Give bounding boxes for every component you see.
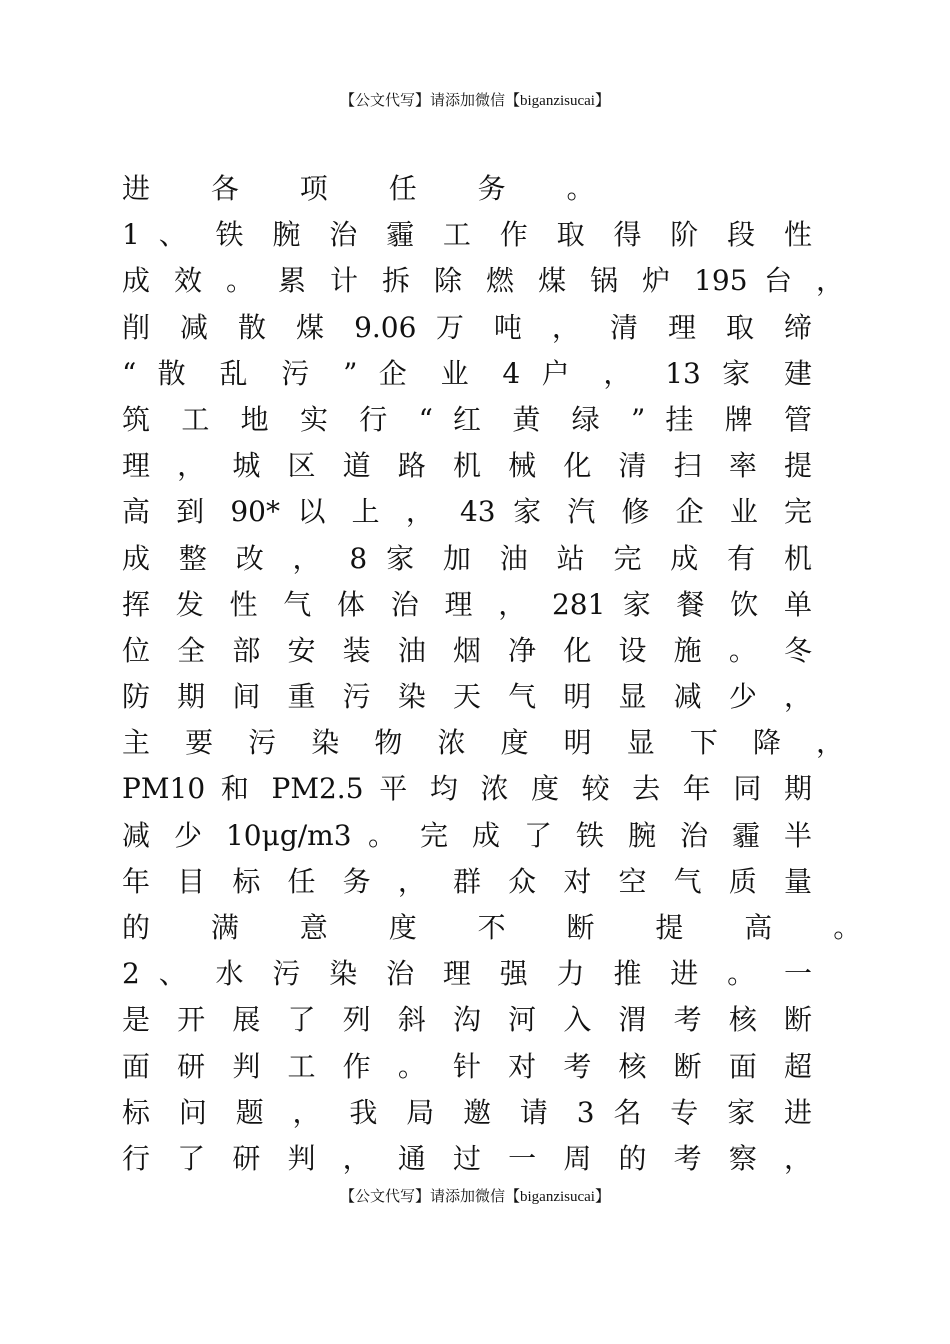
text-line: 主 要 污 染 物 浓 度 明 显 下 降 ， [122, 726, 844, 760]
text-line: 成 效 。 累 计 拆 除 燃 煤 锅 炉 195 台 ， [122, 264, 844, 298]
text-line: 年 目 标 任 务 ， 群 众 对 空 气 质 量 [122, 864, 812, 898]
text-line: 进 各 项 任 务 。 [122, 172, 621, 205]
page-header: 【公文代写】请添加微信【biganzisucai】 [340, 93, 610, 109]
text-line: 理 ， 城 区 道 路 机 械 化 清 扫 率 提 [122, 449, 812, 483]
text-line: 防 期 间 重 污 染 天 气 明 显 减 少 ， [122, 680, 812, 714]
document-body [122, 166, 888, 1182]
text-line: “ 散 乱 污 ” 企 业 4 户 ， 13 家 建 [122, 356, 812, 390]
text-line: 行 了 研 判 ， 通 过 一 周 的 考 察 ， [122, 1141, 812, 1175]
text-line: 标 问 题 ， 我 局 邀 请 3 名 专 家 进 [122, 1095, 812, 1129]
text-line: 高 到 90* 以 上 ， 43 家 汽 修 企 业 完 [122, 495, 812, 529]
text-line: 成 整 改 ， 8 家 加 油 站 完 成 有 机 [122, 541, 812, 575]
text-line: 面 研 判 工 作 。 针 对 考 核 断 面 超 [122, 1049, 812, 1083]
text-line: 1 、 铁 腕 治 霾 工 作 取 得 阶 段 性 [122, 218, 812, 252]
text-line: 减 少 10μg/m3 。 完 成 了 铁 腕 治 霾 半 [122, 818, 812, 852]
text-line: 挥 发 性 气 体 治 理 ， 281 家 餐 饮 单 [122, 587, 812, 621]
text-line: PM10 和 PM2.5 平 均 浓 度 较 去 年 同 期 [122, 772, 812, 806]
text-line: 2 、 水 污 染 治 理 强 力 推 进 。 一 [122, 957, 812, 991]
page-footer: 【公文代写】请添加微信【biganzisucai】 [340, 1189, 610, 1205]
text-line: 筑 工 地 实 行 “ 红 黄 绿 ” 挂 牌 管 [122, 402, 812, 436]
text-line: 的 满 意 度 不 断 提 高 。 [122, 911, 888, 944]
text-line: 是 开 展 了 列 斜 沟 河 入 渭 考 核 断 [122, 1003, 812, 1037]
text-line: 位 全 部 安 装 油 烟 净 化 设 施 。 冬 [122, 633, 812, 667]
text-line: 削 减 散 煤 9.06 万 吨 ， 清 理 取 缔 [122, 310, 812, 344]
